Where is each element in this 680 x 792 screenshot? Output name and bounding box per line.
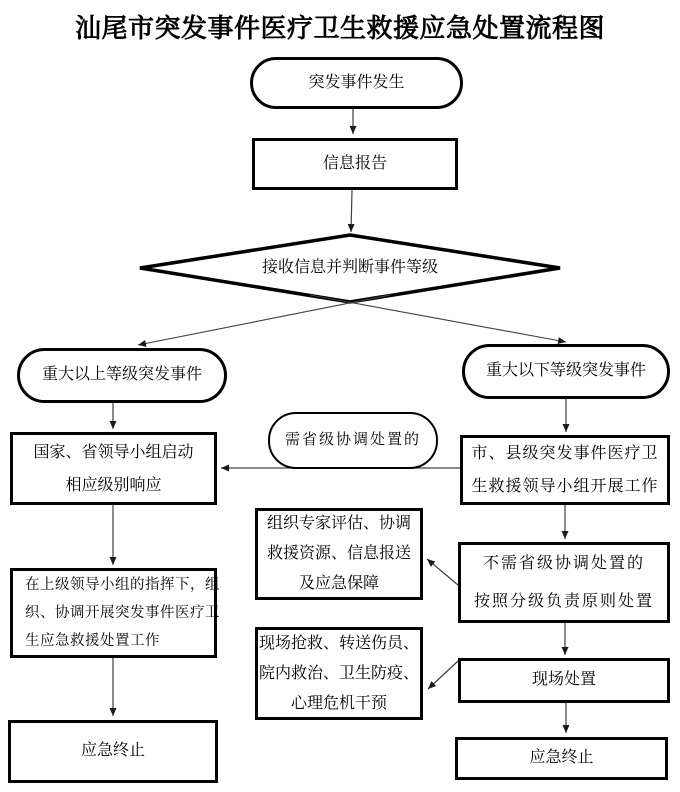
under-command-line2: 织、协调开展突发事件医疗卫 xyxy=(25,605,220,621)
experts-line3: 及应急保障 xyxy=(298,575,379,592)
onsite-actions-line3: 心理危机干预 xyxy=(290,694,387,712)
no-provincial-line1: 不需省级协调处置的 xyxy=(482,554,645,572)
onsite-actions-line2: 院内救治、卫生防疫、 xyxy=(258,664,419,682)
experts-line1: 组织专家评估、协调 xyxy=(266,515,411,532)
end-left-label: 应急终止 xyxy=(80,742,145,760)
node-judge-decision-label xyxy=(240,254,460,282)
onsite-handle-label: 现场处置 xyxy=(531,671,596,689)
node-under-command xyxy=(10,568,220,658)
major-below-label: 重大以下等级突发事件 xyxy=(485,362,646,380)
node-national-response xyxy=(10,432,217,505)
under-command-line1: 在上级领导小组的指挥下，组 xyxy=(25,577,220,593)
start-label: 突发事件发生 xyxy=(308,73,405,91)
city-county-line2: 生救援领导小组开展工作 xyxy=(471,478,659,495)
node-no-provincial-needed xyxy=(458,542,670,623)
under-command-line3: 生应急救援处置工作 xyxy=(25,633,160,649)
node-end-left xyxy=(8,720,218,783)
judge-label: 接收信息并判断事件等级 xyxy=(261,258,438,276)
report-label: 信息报告 xyxy=(322,154,387,172)
node-city-county-group xyxy=(460,435,670,505)
page-title: 汕尾市突发事件医疗卫生救援应急处置流程图 xyxy=(74,13,605,43)
node-end-right xyxy=(455,737,668,780)
experts-line2: 救援资源、信息报送 xyxy=(266,545,411,562)
node-onsite-handle xyxy=(458,658,670,703)
end-right-label: 应急终止 xyxy=(529,749,594,767)
node-info-report xyxy=(252,138,458,190)
connector-onsite-to-actions xyxy=(428,661,458,689)
connector-report-to-judge xyxy=(351,190,352,232)
node-major-above-oval xyxy=(17,348,227,403)
need-provincial-label: 需省级协调处置的 xyxy=(284,431,421,448)
connector-noprov-to-experts xyxy=(427,559,458,585)
node-start-oval xyxy=(250,57,463,109)
node-major-below-oval xyxy=(462,344,670,399)
national-response-line2: 相应级别响应 xyxy=(65,476,162,494)
node-need-provincial-oval xyxy=(268,412,438,469)
connector-judge-to-major-below xyxy=(310,295,566,342)
national-response-line1: 国家、省领导小组启动 xyxy=(33,443,194,461)
node-expert-assessment xyxy=(255,508,423,600)
city-county-line1: 市、县级突发事件医疗卫 xyxy=(471,445,659,462)
no-provincial-line2: 按照分级负责原则处置 xyxy=(473,592,654,610)
onsite-actions-line1: 现场抢救、转送伤员、 xyxy=(258,634,419,652)
node-onsite-actions xyxy=(255,627,423,720)
major-above-label: 重大以上等级突发事件 xyxy=(41,366,202,384)
